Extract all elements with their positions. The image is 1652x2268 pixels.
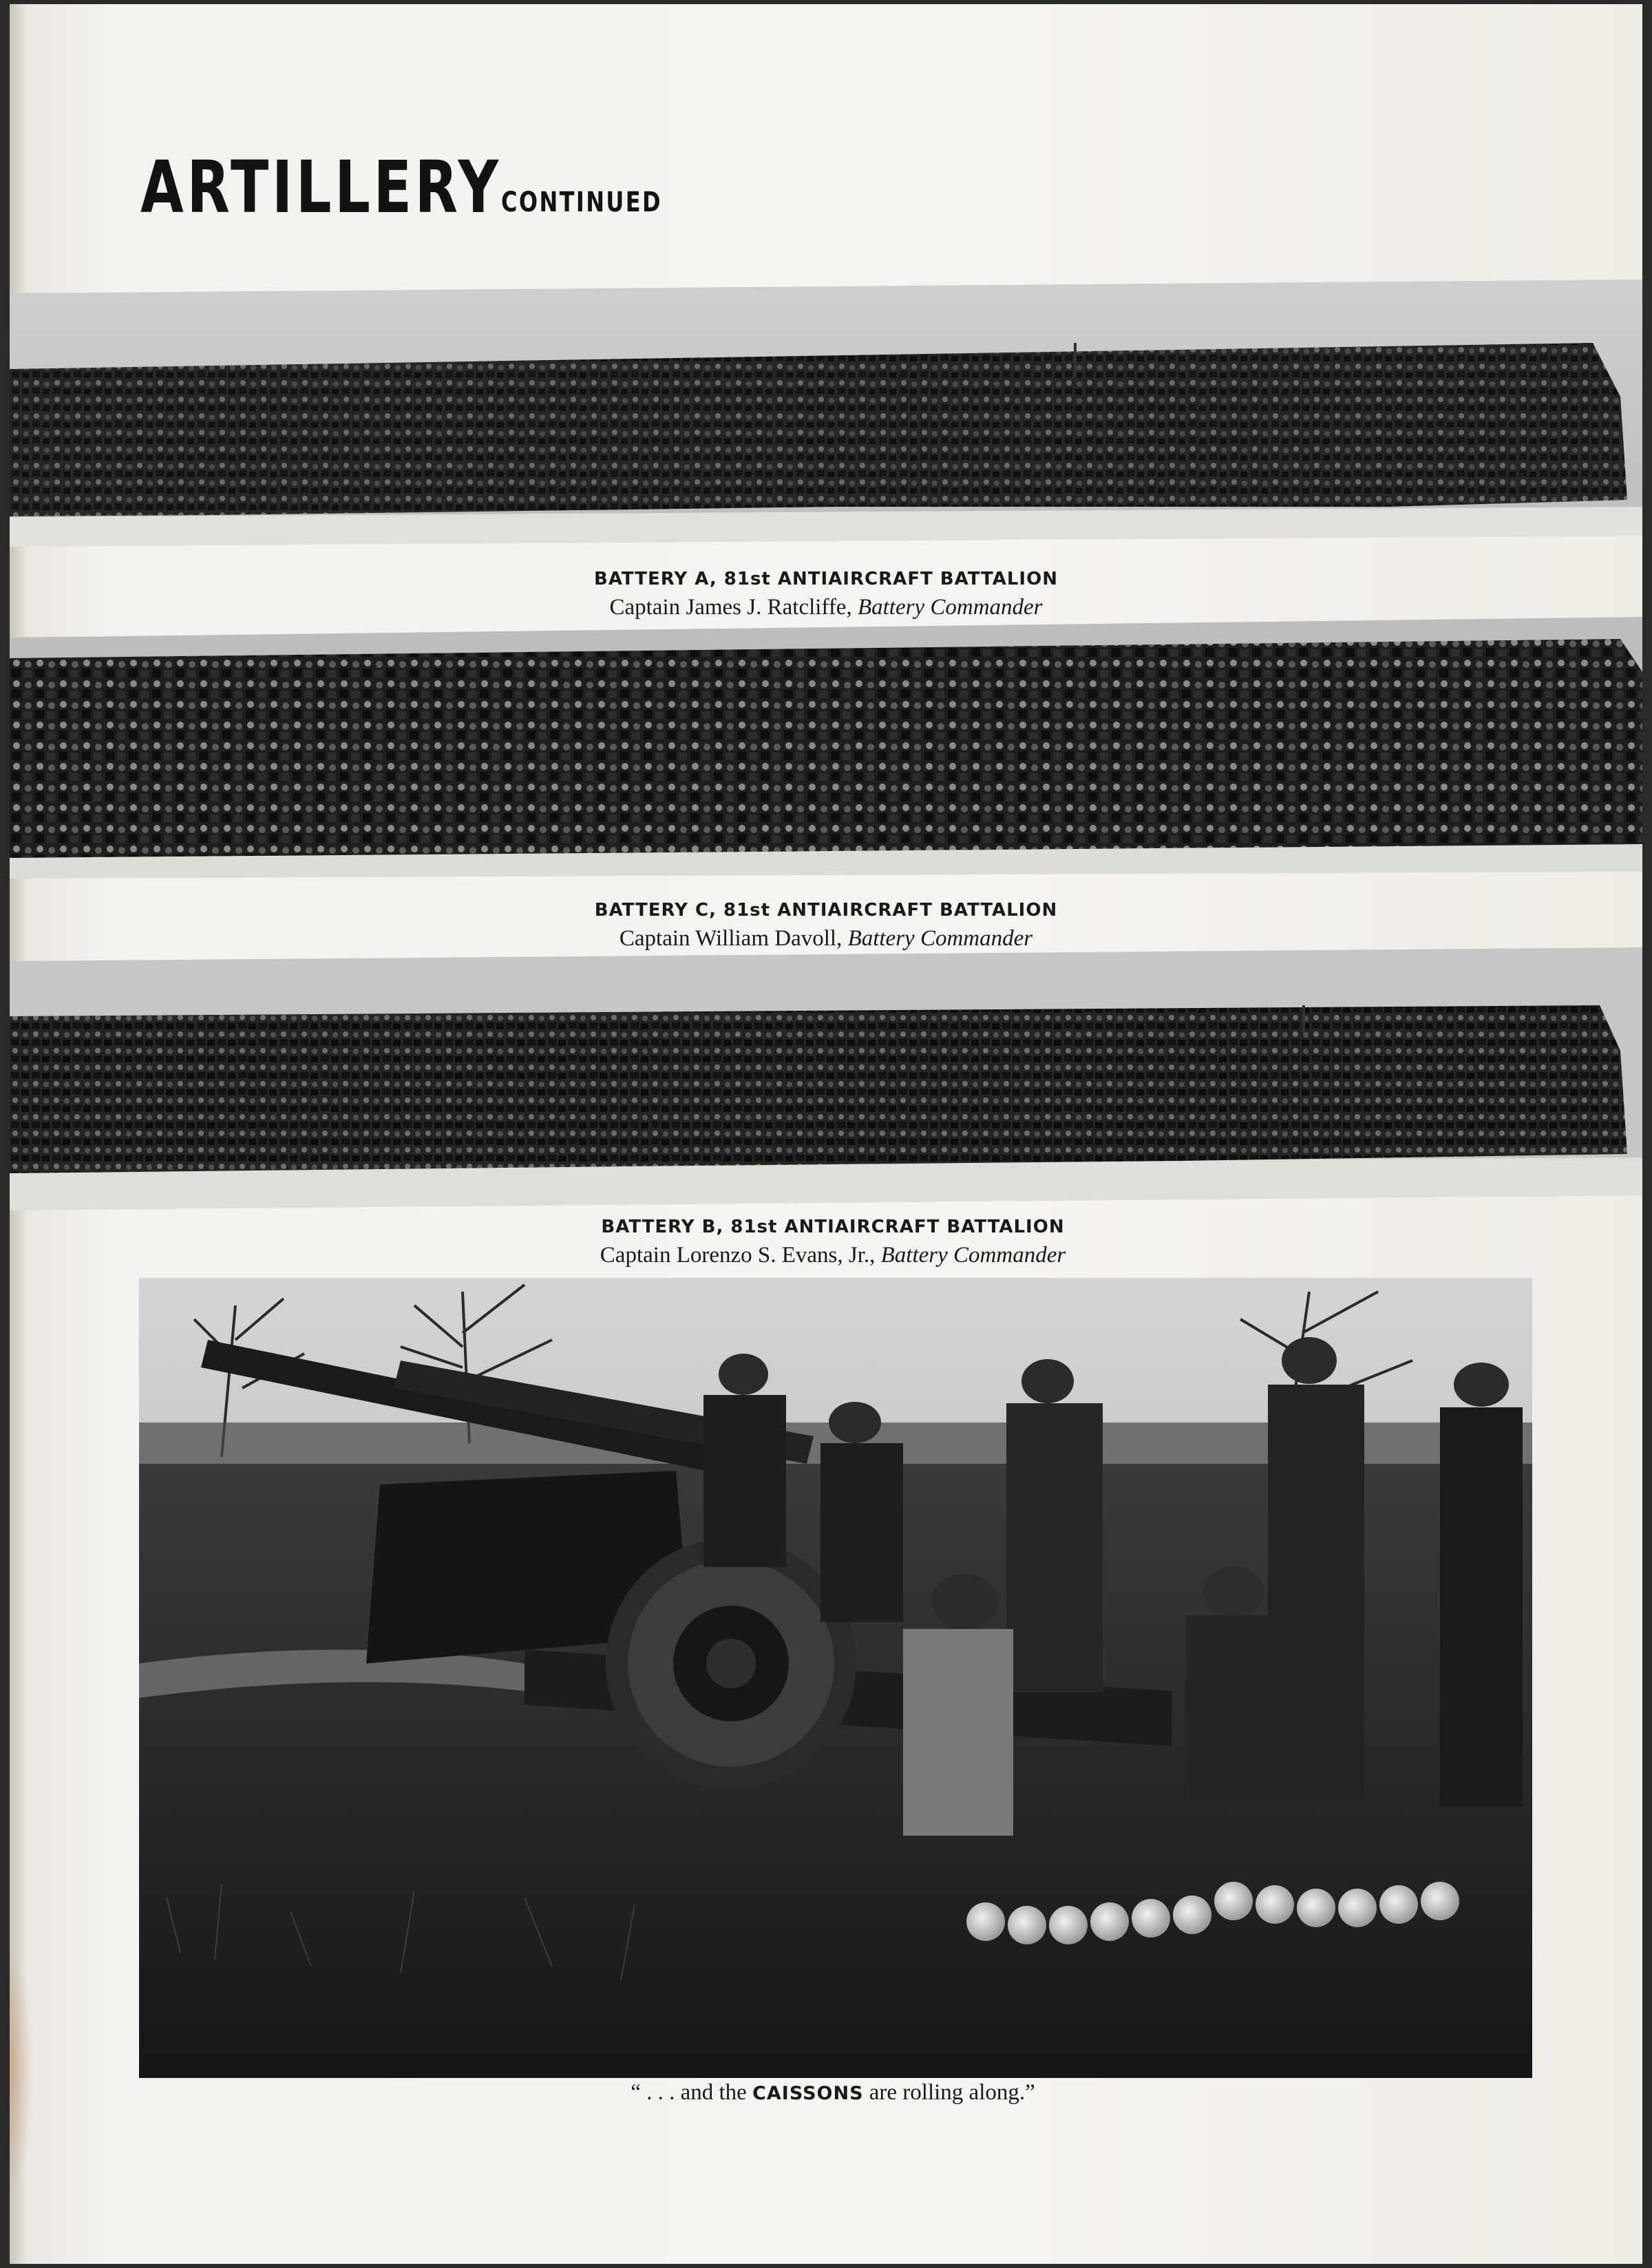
caissons-caption-highlight: CAISSONS [752,2083,864,2104]
battery-b-commander-name: Captain Lorenzo S. Evans, Jr., [600,1243,876,1268]
battery-b-caption-title: BATTERY B, 81st ANTIAIRCRAFT BATTALION [601,1217,1065,1237]
battery-b-caption-commander [10,1241,1642,1270]
battery-b-group-photo [10,947,1642,1216]
page-header [140,145,662,229]
battery-c-commander-name: Captain William Davoll, [619,926,843,951]
yearbook-page [10,4,1642,2264]
battery-c-caption-title: BATTERY C, 81st ANTIAIRCRAFT BATTALION [594,900,1058,921]
battery-c-caption [10,896,1642,953]
battery-a-commander-role: Battery Commander [857,595,1043,620]
page-edge-stain [10,1946,34,2194]
caissons-caption [10,2080,1642,2106]
battery-c-commander-role: Battery Commander [847,926,1033,951]
caissons-caption-prefix: “ . . . and the [631,2080,747,2105]
battery-c-group-photo [10,617,1642,885]
page-title: ARTILLERY [140,145,502,229]
page-subtitle: CONTINUED [501,187,662,218]
caissons-caption-suffix: are rolling along.” [869,2080,1035,2105]
battery-a-caption [10,565,1642,622]
battery-b-commander-role: Battery Commander [880,1243,1066,1268]
battery-b-caption [10,1213,1642,1270]
battery-a-caption-title: BATTERY A, 81st ANTIAIRCRAFT BATTALION [594,569,1058,589]
battery-a-group-photo [10,280,1642,555]
battery-a-commander-name: Captain James J. Ratcliffe, [609,595,852,620]
howitzer-crew-photo [139,1278,1532,2078]
